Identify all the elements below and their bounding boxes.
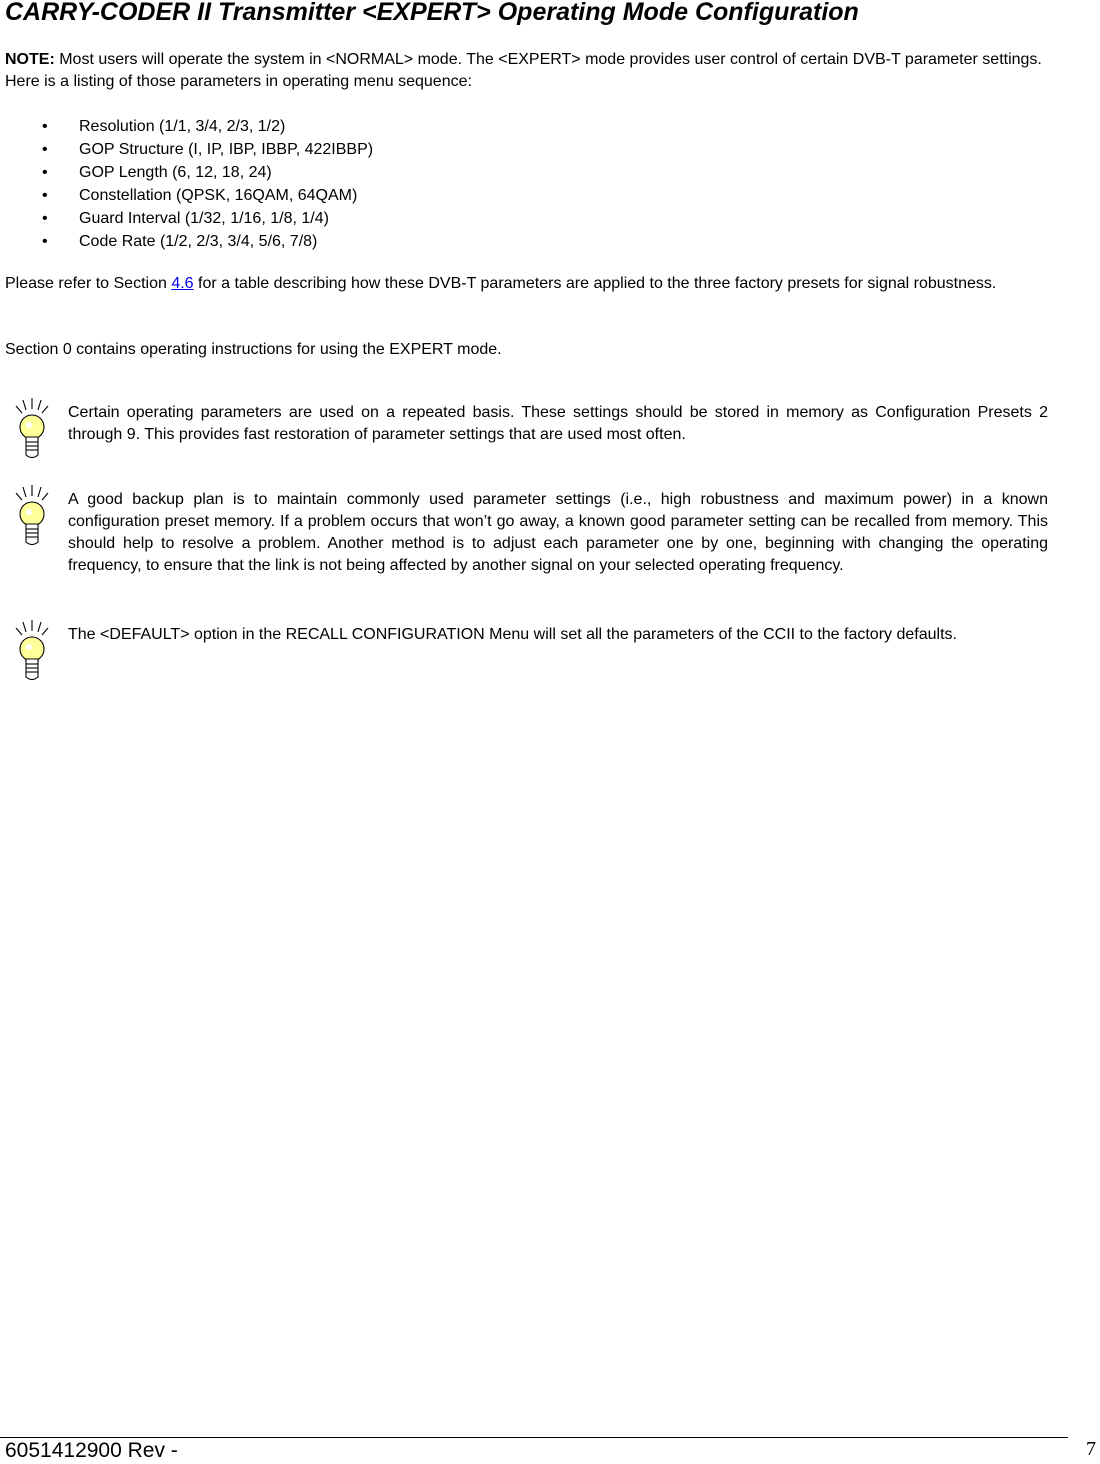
- note-text: Most users will operate the system in <NORMAL> mode. The <EXPERT> mode provides user control of certain DVB-T parameter settings. Here is a listing of those parameters in operating menu sequence:: [5, 51, 1042, 90]
- bullet-icon: •: [42, 164, 48, 181]
- lightbulb-icon: [14, 398, 50, 464]
- list-item: [5, 207, 373, 230]
- list-item-text: Code Rate (1/2, 2/3, 3/4, 5/6, 7/8): [79, 233, 318, 250]
- list-item: [5, 138, 373, 161]
- tip-text: Certain operating parameters are used on a repeated basis. These settings should be stored in memory as Configuration Presets 2 through 9. This provides fast restoration of parameter settings that are used most often.: [68, 404, 1048, 443]
- tip-text: A good backup plan is to maintain commonly used parameter settings (i.e., high robustness and maximum power) in a known configuration preset memory. If a problem occurs that won’t go away, a known good parameter setting can be recalled from memory. This should help to resolve a problem. Another method is to adjust each parameter one by one, beginning with changing the operating frequency, to ensure that the link is not being affected by another signal on your selected operating frequency.: [68, 491, 1048, 574]
- refer-paragraph: [5, 273, 1075, 295]
- bullet-icon: •: [42, 118, 48, 135]
- list-item: [5, 115, 373, 138]
- bullet-icon: •: [42, 141, 48, 158]
- parameter-list: [5, 115, 373, 253]
- refer-text-before: Please refer to Section: [5, 275, 172, 292]
- section-link[interactable]: 4.6: [171, 275, 194, 292]
- lightbulb-icon: [14, 620, 50, 686]
- list-item: [5, 230, 373, 253]
- list-item-text: GOP Structure (I, IP, IBP, IBBP, 422IBBP): [79, 141, 374, 158]
- tip-text: The <DEFAULT> option in the RECALL CONFIGURATION Menu will set all the parameters of the CCII to the factory defaults.: [68, 626, 957, 643]
- note-label: NOTE:: [5, 51, 55, 68]
- lightbulb-icon: [14, 485, 50, 551]
- section-note: Section 0 contains operating instructions for using the EXPERT mode.: [5, 341, 502, 358]
- footer-doc-number: 6051412900 Rev -: [5, 1439, 178, 1462]
- list-item-text: Resolution (1/1, 3/4, 2/3, 1/2): [79, 118, 286, 135]
- page-number: 7: [1086, 1438, 1096, 1460]
- bullet-icon: •: [42, 187, 48, 204]
- refer-text-after: for a table describing how these DVB-T parameters are applied to the three factory presets for signal robustness.: [193, 275, 997, 292]
- list-item: [5, 184, 373, 207]
- bullet-icon: •: [42, 210, 48, 227]
- list-item-text: GOP Length (6, 12, 18, 24): [79, 164, 272, 181]
- bullet-icon: •: [42, 233, 48, 250]
- list-item-text: Constellation (QPSK, 16QAM, 64QAM): [79, 187, 358, 204]
- page-title: CARRY-CODER II Transmitter <EXPERT> Operating Mode Configuration: [5, 0, 859, 26]
- list-item-text: Guard Interval (1/32, 1/16, 1/8, 1/4): [79, 210, 329, 227]
- list-item: [5, 161, 373, 184]
- note-paragraph: [5, 49, 1075, 93]
